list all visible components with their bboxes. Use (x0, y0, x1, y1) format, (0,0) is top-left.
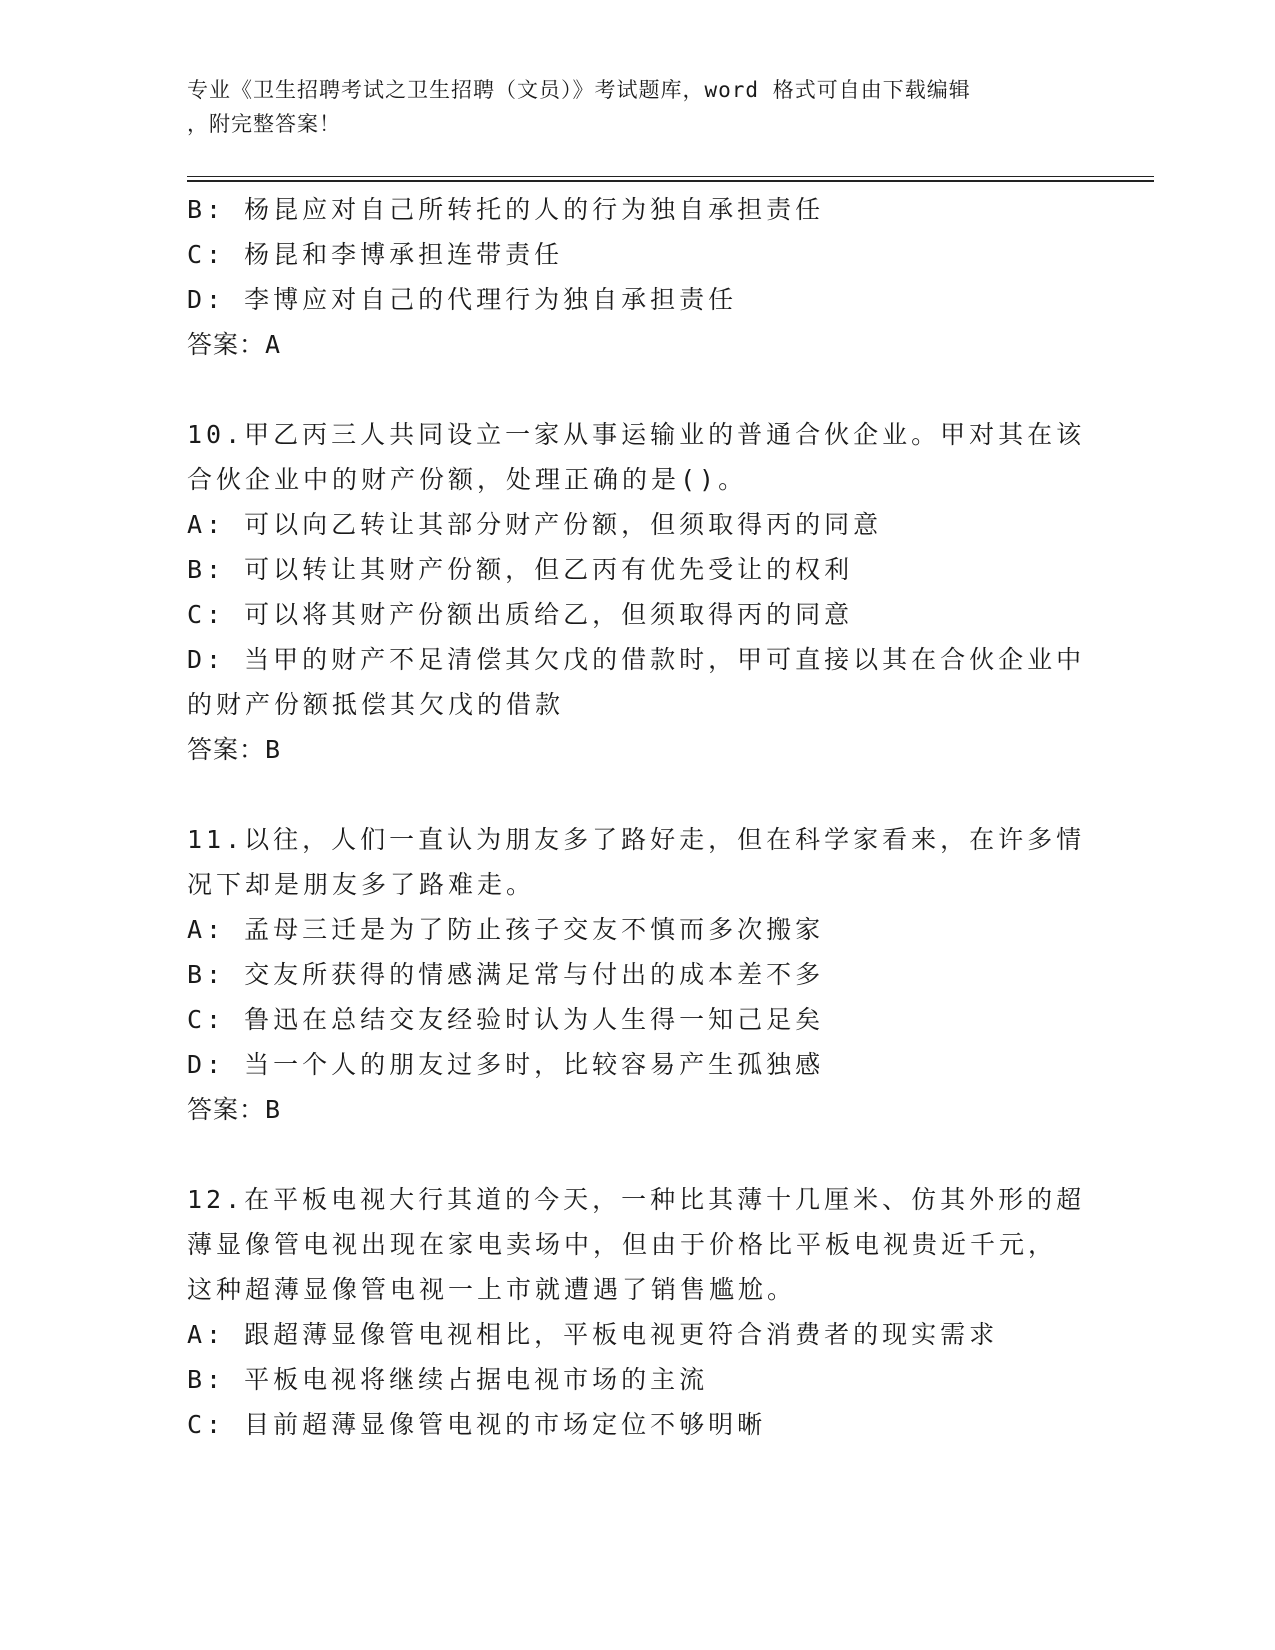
option-c: C: 杨昆和李博承担连带责任 (187, 240, 564, 269)
question-11 (187, 817, 1087, 1132)
question-content (187, 187, 1087, 1447)
question-stem: 10.甲乙丙三人共同设立一家从事运输业的普通合伙企业。甲对其在该 (187, 420, 1086, 449)
option-c: C: 可以将其财产份额出质给乙，但须取得丙的同意 (187, 600, 854, 629)
option-c: C: 鲁迅在总结交友经验时认为人生得一知己足矣 (187, 1005, 825, 1034)
answer: 答案：B (187, 1095, 282, 1124)
spacer (187, 1132, 1087, 1177)
question-stem: 12.在平板电视大行其道的今天，一种比其薄十几厘米、仿其外形的超 (187, 1185, 1086, 1214)
document-header (187, 73, 1067, 141)
option-d: D: 李博应对自己的代理行为独自承担责任 (187, 285, 738, 314)
option-d: D: 当一个人的朋友过多时，比较容易产生孤独感 (187, 1050, 825, 1079)
question-stem: 况下却是朋友多了路难走。 (187, 870, 536, 899)
question-10 (187, 412, 1087, 772)
option-a: A: 可以向乙转让其部分财产份额，但须取得丙的同意 (187, 510, 883, 539)
spacer (187, 772, 1087, 817)
answer: 答案：B (187, 735, 282, 764)
option-a: A: 孟母三迁是为了防止孩子交友不慎而多次搬家 (187, 915, 825, 944)
header-divider-thin (187, 176, 1154, 177)
option-a: A: 跟超薄显像管电视相比，平板电视更符合消费者的现实需求 (187, 1320, 999, 1349)
question-stem: 合伙企业中的财产份额，处理正确的是()。 (187, 465, 748, 494)
option-d-continued: 的财产份额抵偿其欠戊的借款 (187, 690, 565, 719)
spacer (187, 367, 1087, 412)
header-line-1: 专业《卫生招聘考试之卫生招聘（文员）》考试题库，word 格式可自由下载编辑 (187, 78, 971, 102)
option-b: B: 可以转让其财产份额，但乙丙有优先受让的权利 (187, 555, 854, 584)
header-line-2: ，附完整答案！ (187, 112, 341, 136)
option-c: C: 目前超薄显像管电视的市场定位不够明晰 (187, 1410, 767, 1439)
option-b: B: 杨昆应对自己所转托的人的行为独自承担责任 (187, 195, 825, 224)
question-12 (187, 1177, 1087, 1447)
header-divider-thick (187, 180, 1154, 182)
question-stem: 11.以往，人们一直认为朋友多了路好走，但在科学家看来，在许多情 (187, 825, 1086, 854)
option-d: D: 当甲的财产不足清偿其欠戊的借款时，甲可直接以其在合伙企业中 (187, 645, 1086, 674)
option-b: B: 交友所获得的情感满足常与付出的成本差不多 (187, 960, 825, 989)
question-stem: 薄显像管电视出现在家电卖场中，但由于价格比平板电视贵近千元， (187, 1230, 1058, 1259)
option-b: B: 平板电视将继续占据电视市场的主流 (187, 1365, 709, 1394)
answer: 答案：A (187, 330, 282, 359)
question-9-tail (187, 187, 1087, 367)
question-stem: 这种超薄显像管电视一上市就遭遇了销售尴尬。 (187, 1275, 797, 1304)
